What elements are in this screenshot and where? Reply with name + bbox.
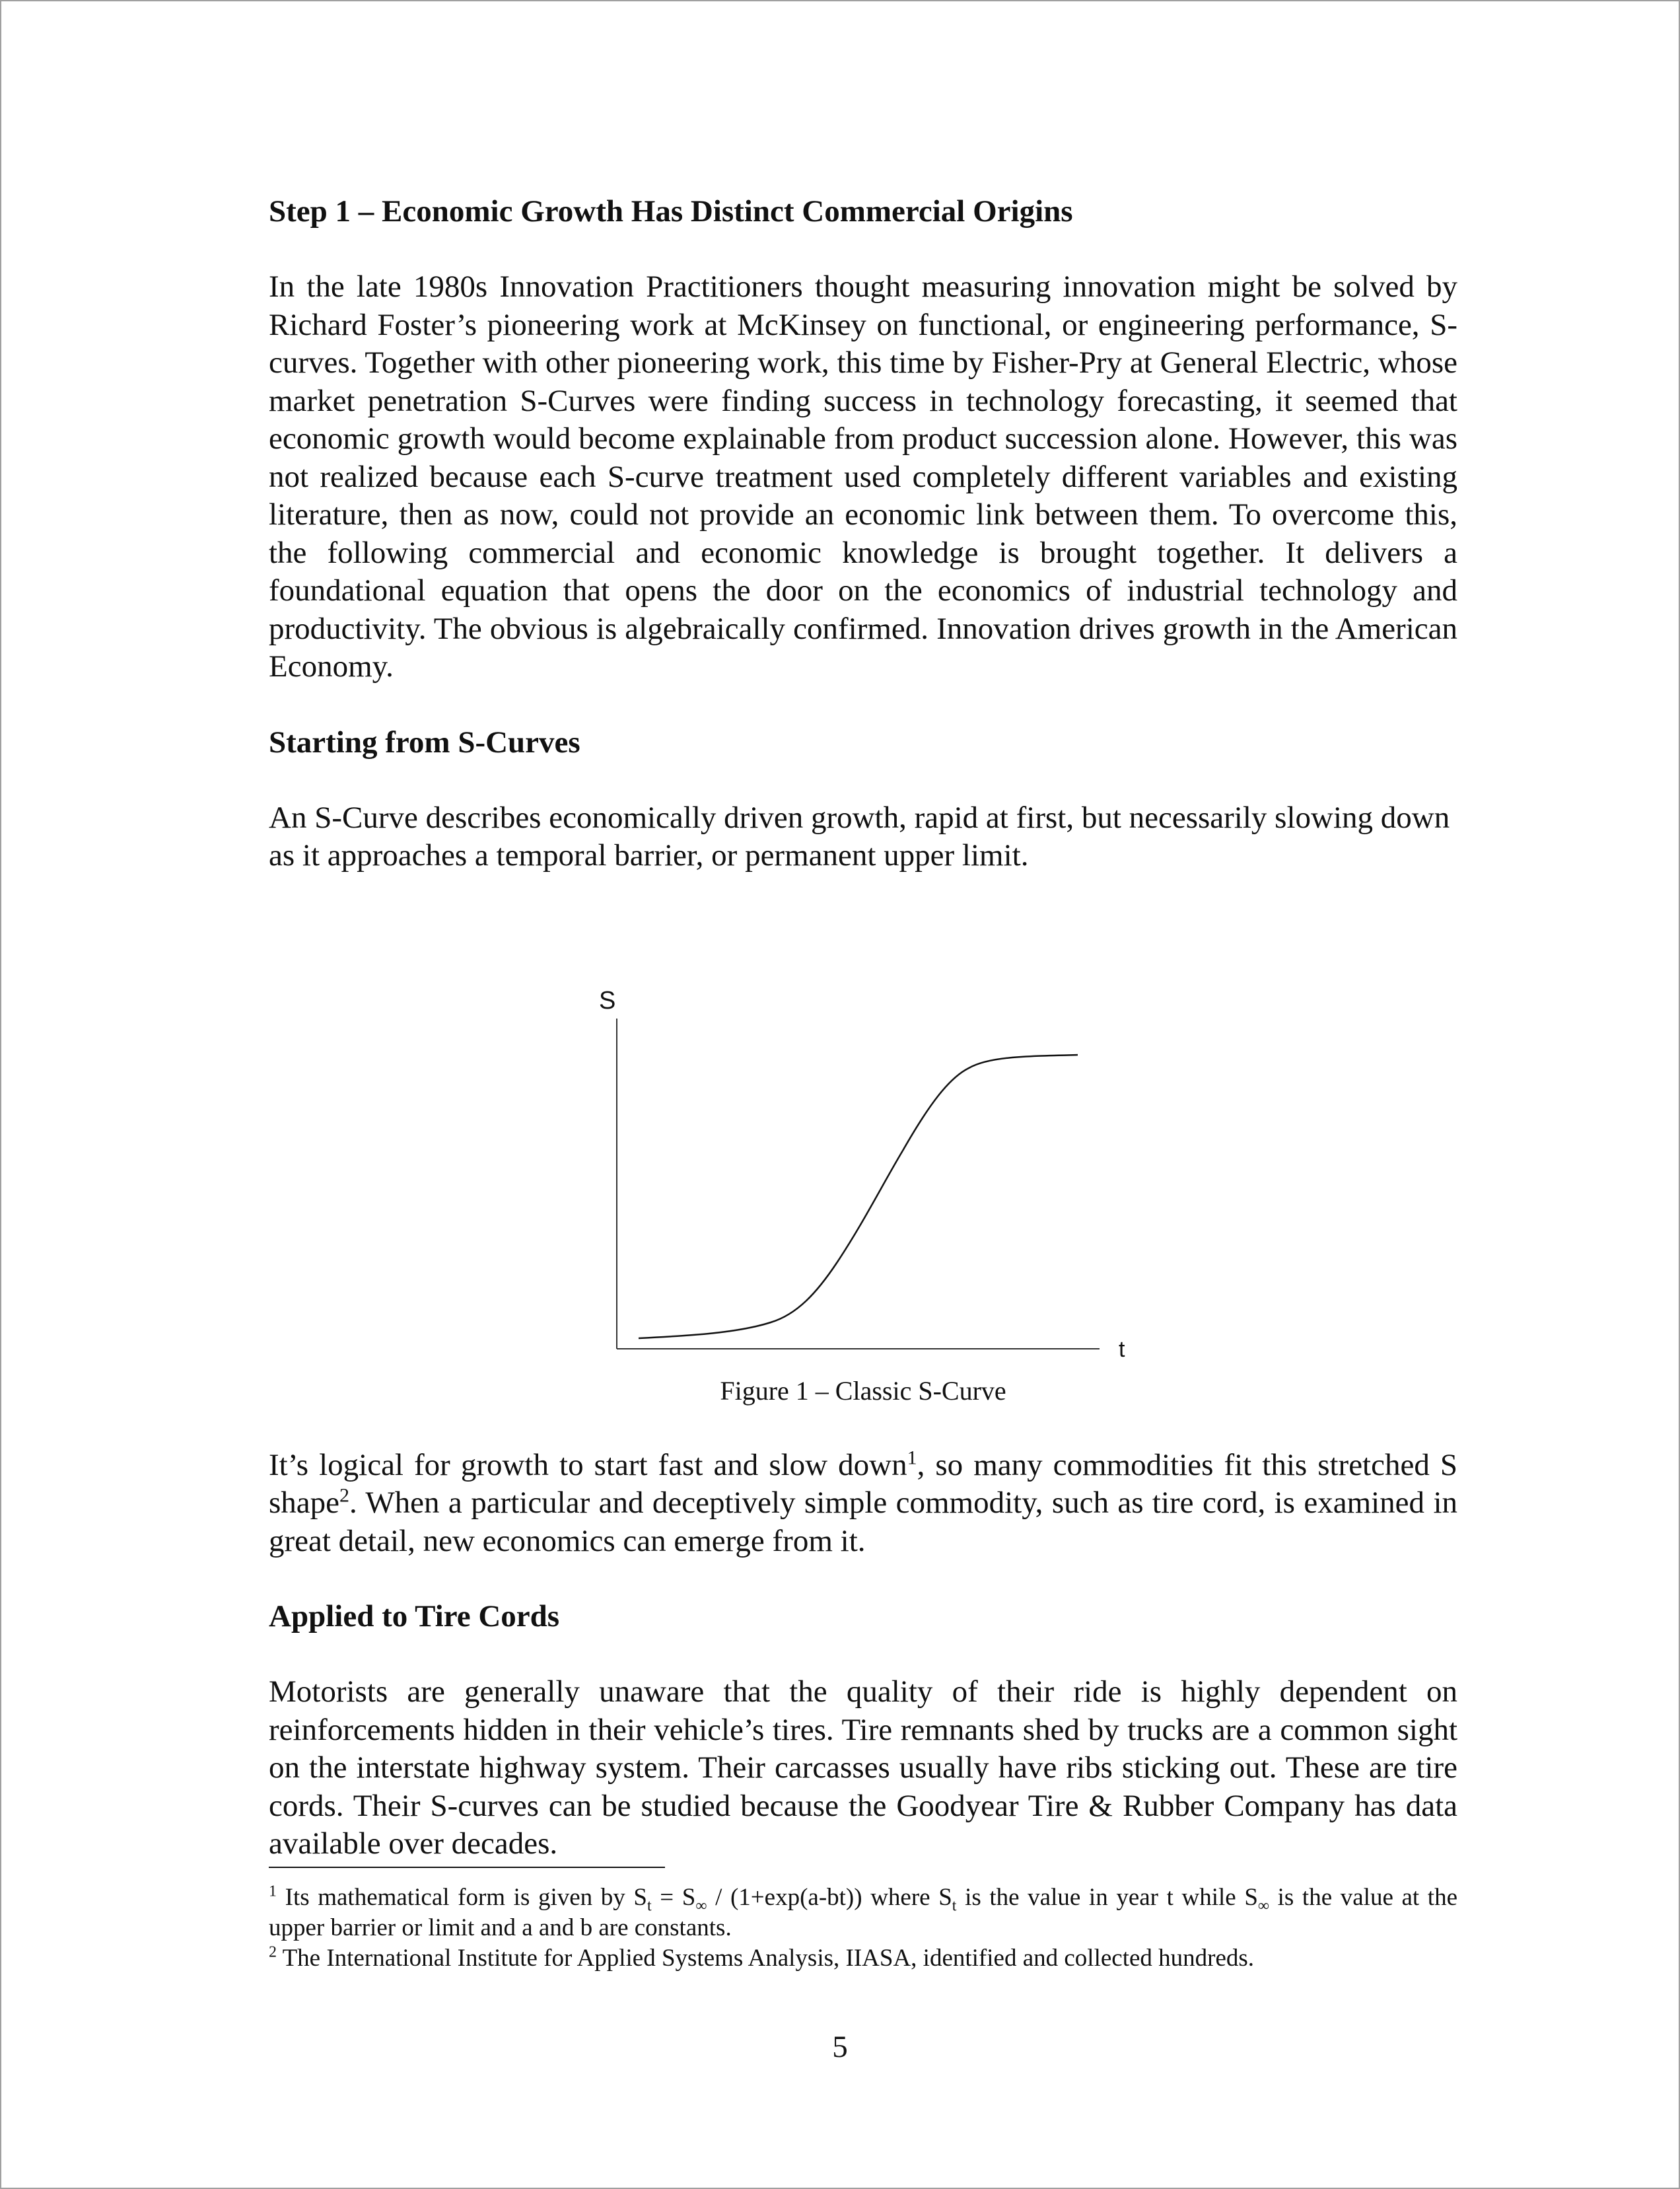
section-heading-tire-cords: Applied to Tire Cords	[269, 1599, 560, 1633]
subscript: ∞	[695, 1897, 707, 1915]
x-axis-label: t	[1119, 1336, 1125, 1362]
footnote-1	[269, 1883, 1457, 1943]
footnote-text: = S	[651, 1884, 696, 1911]
paragraph-text: . When a particular and deceptively simple commodity, such as tire cord, is examined in great detail, new economics can emerge from it.	[269, 1486, 1457, 1558]
section-heading-step1: Step 1 – Economic Growth Has Distinct Commercial Origins	[269, 194, 1073, 229]
footnote-text: / (1+exp(a-bt)) where S	[707, 1884, 952, 1911]
figure-caption: Figure 1 – Classic S-Curve	[720, 1375, 1006, 1406]
footnote-number: 2	[269, 1943, 277, 1961]
page-number: 5	[832, 2030, 848, 2064]
paragraph-text: , so many commodities fit this stretched S shape	[269, 1447, 1458, 1520]
s-curve-line	[639, 1055, 1078, 1338]
footnote-text: is the value in year t while S	[956, 1884, 1258, 1911]
footnote-separator	[269, 1867, 665, 1868]
footnote-number: 1	[269, 1883, 277, 1900]
s-curve-diagram	[269, 913, 1457, 1375]
subscript: ∞	[1257, 1897, 1270, 1915]
footnotes	[269, 1883, 1457, 1974]
page-body	[269, 193, 1457, 1901]
subscript: t	[647, 1897, 652, 1915]
subscript: t	[952, 1897, 957, 1915]
footnote-2	[269, 1943, 1457, 1974]
paragraph-tire-cords: Motorists are generally unaware that the quality of their ride is highly dependent on reinforcements hidden in their vehicle’s tires. Tire remnants shed by trucks are a common sight on the interstate highway system. Their carcasses usually have ribs sticking out. These are tire cords. Their S-curves can be studied because the Goodyear Tire & Rubber Company has data available over decades.	[269, 1674, 1457, 1861]
paragraph-text: It’s logical for growth to start fast and slow down	[269, 1447, 907, 1482]
footnote-ref-2[interactable]: 2	[339, 1484, 350, 1507]
footnote-text: The International Institute for Applied Systems Analysis, IIASA, identified and collected hundreds.	[277, 1945, 1255, 1972]
footnote-text: is the value at the upper barrier or limit and a and b are constants.	[269, 1884, 1458, 1941]
footnote-text: Its mathematical form is given by S	[277, 1884, 647, 1911]
section-heading-s-curves: Starting from S-Curves	[269, 725, 580, 760]
footnote-ref-1[interactable]: 1	[907, 1446, 917, 1468]
paragraph-s-curve-definition: An S-Curve describes economically driven growth, rapid at first, but necessarily slowing down as it approaches a temporal barrier, or permanent upper limit.	[269, 800, 1450, 873]
paragraph-growth-logic	[269, 1447, 1457, 1561]
paragraph-origins: In the late 1980s Innovation Practitioners thought measuring innovation might be solved by Richard Foster’s pioneering work at McKinsey on functional, or engineering performance, S-curves. Together with other pioneering work, this time by Fisher-Pry at General Electric, whose market penetration S-Curves were finding success in technology forecasting, it seemed that economic growth would become explainable from product succession alone. However, this was not realized because each S-curve treatment used completely different variables and existing literature, then as now, could not provide an economic link between them. To overcome this, the following commercial and economic knowledge is brought together. It delivers a foundational equation that opens the door on the economics of industrial technology and productivity. The obvious is algebraically confirmed. Innovation drives growth in the American Economy.	[269, 269, 1457, 684]
y-axis-label: S	[599, 986, 616, 1015]
s-curve-figure	[269, 913, 1457, 1375]
